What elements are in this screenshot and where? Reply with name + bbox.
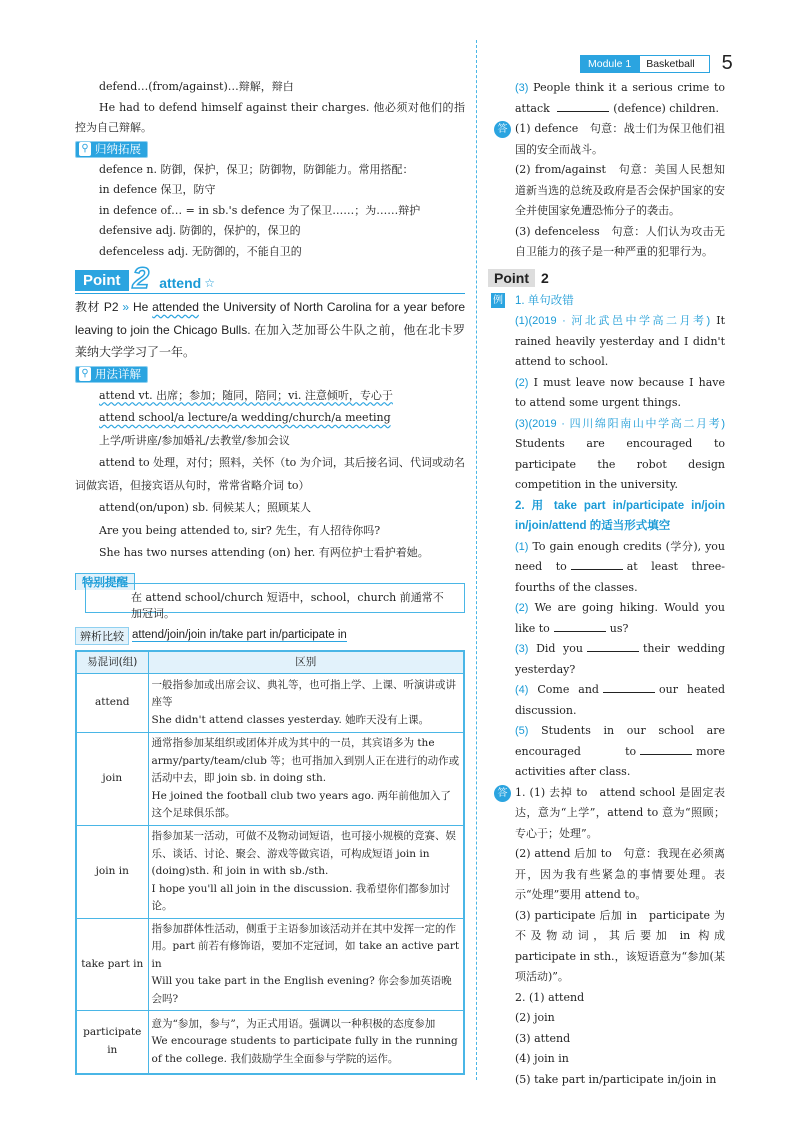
right-column: [493, 78, 726, 1090]
example-icon: 例: [493, 294, 503, 306]
answer-line: (5) take part in/participate in/join in: [515, 1072, 717, 1086]
question: (3)(2019 · 四川绵阳南山中学高二月考) Students are encouraged to participate the robot design competition in the university.: [515, 417, 725, 491]
question: (5) Students in our school are encouraged to more activities after class.: [515, 724, 725, 778]
tag-usage: ⚲ 用法详解: [75, 366, 148, 383]
point-heading-small: Point 2: [488, 269, 725, 287]
usage-line: attend vt. 出席；参加；随同，陪同；vi. 注意倾听，专心于: [99, 388, 393, 402]
usage-line: attend(on/upon) sb. 伺候某人；照顾某人: [99, 501, 312, 514]
answer-blank[interactable]: [554, 622, 606, 632]
question: (4) Come and our heated discussion.: [515, 683, 725, 717]
answer-line: (2) from/against 句意：美国人民想知道新当选的总统及政府是否会保护国家的安全并使国家免遭恐怖分子的袭击。: [515, 163, 725, 217]
answer-block: [497, 783, 725, 1091]
page-number: 5: [721, 52, 733, 74]
answer-blank[interactable]: [557, 102, 609, 112]
expand-line: defensive adj. 防御的，保护的，保卫的: [99, 224, 301, 237]
compare-title: attend/join/join in/take part in/participate in: [132, 629, 347, 641]
answer-icon: 答: [494, 785, 511, 802]
answer-line: (3) participate 后加 in participate 为不及物动词，其后要加 in 构成 participate in sth.，该短语意为“参加(某项活动)”。: [515, 908, 725, 983]
answer-line: 2. (1) attend: [515, 990, 585, 1004]
expand-line: defence n. 防御，保护，保卫；防御物，防御能力。常用搭配：: [99, 162, 414, 176]
section-title: 1. 单句改错: [515, 294, 574, 307]
answer-line: (1) defence 句意：战士们为保卫他们祖国的安全而战斗。: [515, 122, 725, 156]
exercise-block: [493, 291, 726, 783]
expand-line: in defence 保卫，防守: [99, 183, 216, 196]
section-title: 2. 用 take part in/participate in/join in/join/attend 的适当形式填空: [515, 499, 725, 532]
column-divider: [476, 40, 477, 1080]
usage-line: attend school/a lecture/a wedding/church/a meeting: [99, 411, 391, 424]
expand-line: defenceless adj. 无防御的，不能自卫的: [99, 244, 302, 258]
answer-line: (2) attend 后加 to 句意：我现在必须离开，因为我有些紧急的事情要处理。表示“处理”要用 attend to。: [515, 847, 725, 901]
question: (2) I must leave now because I have to attend some urgent things.: [515, 375, 725, 409]
answer-blank[interactable]: [603, 683, 655, 693]
table-row: join in 指参加某一活动，可做不及物动词短语，也可接小规模的竞赛、娱乐、谈话、讨论、聚会、游戏等做宾语，可构成短语 join in (doing)sth. 和 join in with sb./sth. I hope you'll all join in the discussion. 我希望你们都参加讨论。: [76, 826, 464, 919]
question: (3) People think it a serious crime to attack (defence) children.: [515, 81, 726, 115]
textbook-sentence: 教材 P2 » He attended the University of North Carolina for a year before leaving to join the Chicago Bulls. 在加入芝加哥公牛队之前，他在北卡罗莱纳大学学习了一年。: [75, 300, 465, 359]
point-heading: [75, 262, 465, 295]
left-column: [75, 77, 465, 1075]
question: (3) Did you their wedding yesterday?: [515, 642, 726, 676]
point-label: Point: [75, 270, 129, 291]
usage-line: Are you being attended to, sir? 先生，有人招待你吗?: [99, 523, 381, 537]
module-label: Module 1: [580, 55, 639, 73]
star-icon: ☆: [204, 276, 215, 290]
compare-table: [75, 650, 465, 1075]
question: (2) We are going hiking. Would you like to us?: [515, 601, 725, 635]
example: He had to defend himself against their charges. 他必须对他们的指控为自己辩解。: [75, 100, 465, 134]
point-number: 2: [132, 262, 150, 295]
usage-line: She has two nurses attending (on) her. 有两位护士看护着她。: [99, 546, 429, 559]
phrase: defend…(from/against)…辩解，辩白: [99, 80, 294, 93]
pin-icon: ⚲: [79, 142, 91, 156]
note-title: 特别提醒: [75, 573, 135, 590]
table-header: 易混词(组) 区别: [76, 651, 464, 674]
table-row: take part in 指参加群体性活动，侧重于主语参加该活动并在其中发挥一定的作用。part 前若有修饰语，要加不定冠词，如 take an active part in Will you take part in the English evening? 你会参加英语晚会吗?: [76, 918, 464, 1011]
tag-summary: ⚲ 归纳拓展: [75, 141, 148, 158]
note-text: 在 attend school/church 短语中，school，church 前通常不加冠词。: [85, 583, 465, 613]
answer-block: [497, 119, 725, 263]
pin-icon: ⚲: [79, 367, 91, 381]
answer-blank[interactable]: [640, 745, 692, 755]
answer-icon: 答: [494, 121, 511, 138]
answer-line: (2) join: [515, 1011, 555, 1024]
unit-label: Basketball: [639, 55, 709, 73]
table-row: attend 一般指参加或出席会议、典礼等，也可指上学、上课、听演讲或讲座等 She didn't attend classes yesterday. 她昨天没有上课。: [76, 674, 464, 733]
point-word: attend: [159, 275, 202, 291]
usage-line: 上学/听讲座/参加婚礼/去教堂/参加会议: [99, 433, 290, 447]
table-row: join 通常指参加某组织或团体并成为其中的一员，其宾语多为 the army/party/team/club 等；也可指加入到别人正在进行的动作或活动中去，即 join sb. in doing sth. He joined the football club two years ago. 两年前他加入了这个足球俱乐部。: [76, 733, 464, 826]
answer-blank[interactable]: [587, 642, 639, 652]
answer-line: (3) defenceless 句意：人们认为攻击无自卫能力的孩子是一种严重的犯罪行为。: [515, 224, 725, 258]
question: (1)(2019 · 河北武邑中学高二月考) It rained heavily yesterday and I didn't attend to school.: [515, 314, 725, 368]
answer-line: (4) join in: [515, 1052, 569, 1065]
note-box: [75, 573, 465, 620]
answer-line: 1. (1) 去掉 to attend school 是固定表达，意为“上学”，attend to 意为“照顾；专心于；处理”。: [515, 785, 725, 840]
usage-line: attend to 处理，对付；照料，关怀（to 为介词，其后接名词、代词或动名词做宾语，但接宾语从句时，常常省略介词 to）: [75, 456, 465, 492]
expand-line: in defence of… = in sb.'s defence 为了保卫……；为……辩护: [99, 203, 421, 217]
question: (1) To gain enough credits (学分), you need to at least three-fourths of the classes.: [515, 539, 726, 594]
answer-line: (3) attend: [515, 1031, 571, 1045]
page-header: [580, 52, 733, 75]
answer-blank[interactable]: [571, 560, 623, 570]
compare-heading: [75, 626, 465, 646]
compare-label: 辨析比较: [75, 627, 129, 645]
table-row: participate in 意为“参加，参与”，为正式用语。强调以一种积极的态度参加 We encourage students to participate fully in the running of the college. 我们鼓励学生全面参与学院的运作。: [76, 1011, 464, 1074]
